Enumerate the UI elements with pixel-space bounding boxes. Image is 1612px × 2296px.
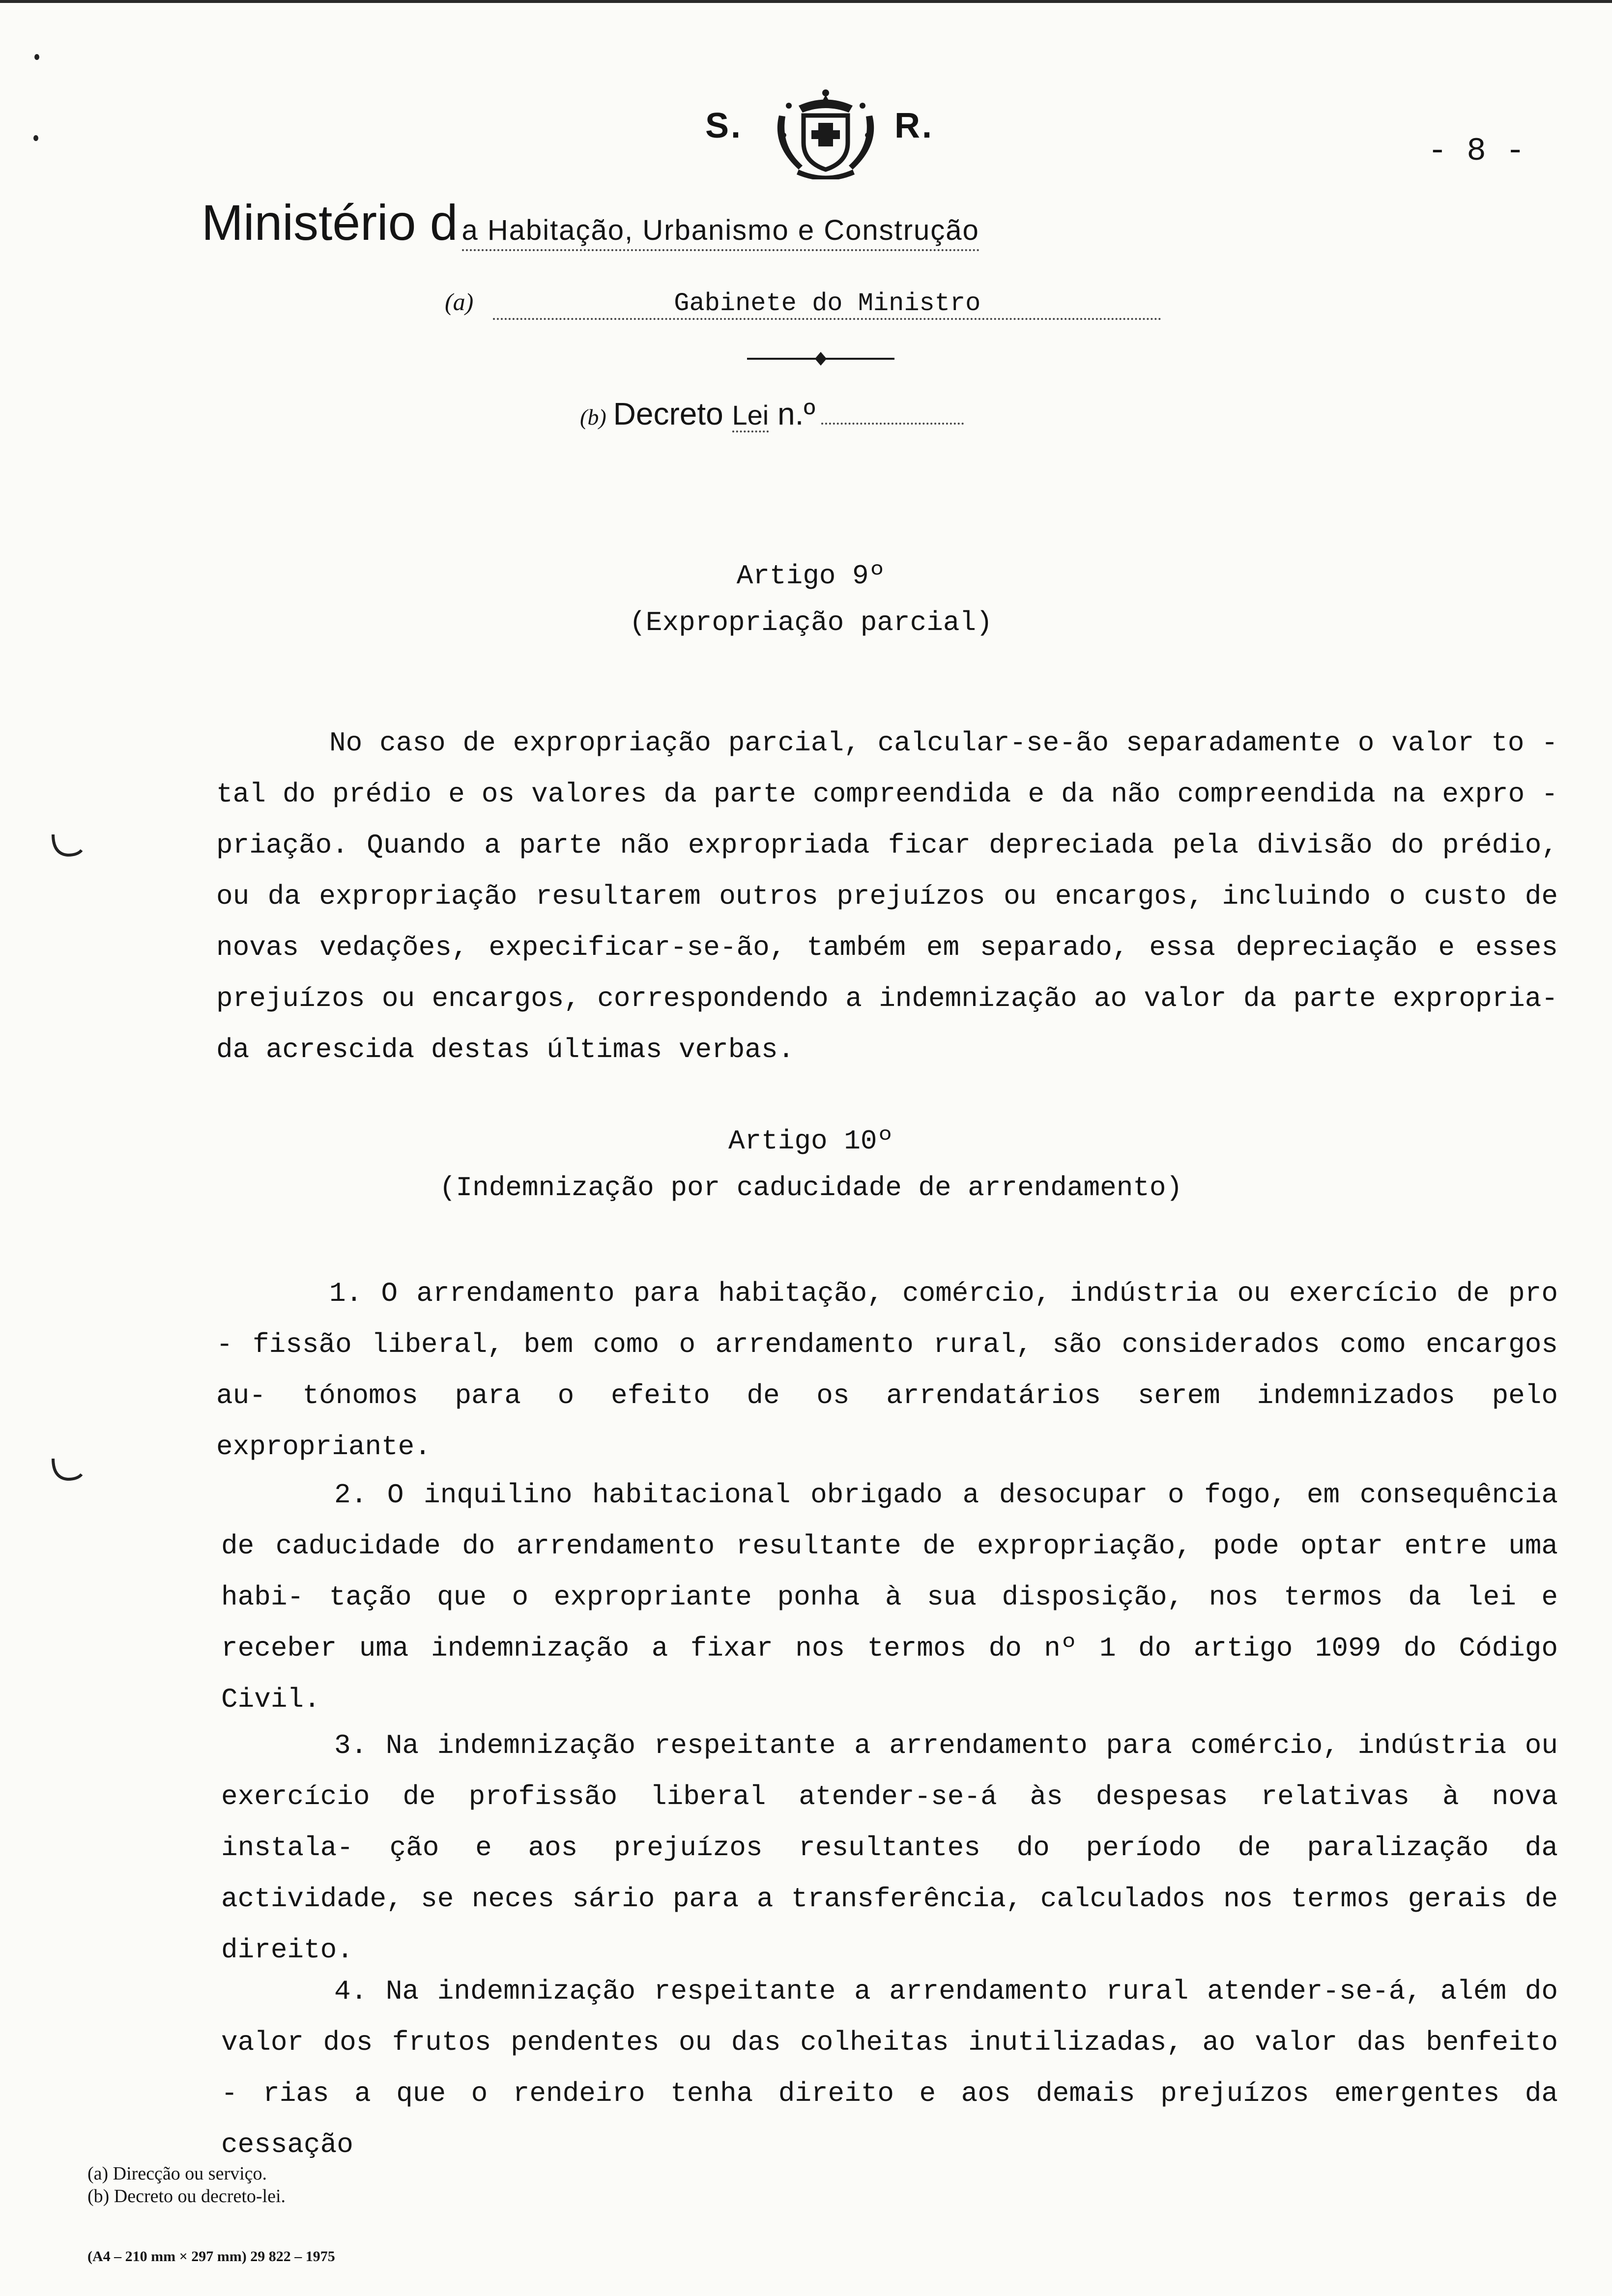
form-code: (A4 – 210 mm × 297 mm) 29 822 – 1975 — [87, 2248, 335, 2265]
coat-of-arms-icon — [769, 86, 882, 179]
department-line — [445, 287, 1211, 320]
scan-speck — [34, 54, 39, 60]
divider-ornament — [747, 344, 894, 373]
letterhead-seal — [683, 86, 988, 184]
paragraph-text: 3. Na indemnização respeitante a arrendamento para comércio, indústria ou exercício de profissão liberal atender-se-á às despesas relativas à nova instala- ção e aos prejuízos resultantes do período de paralização da actividade, se neces sário para a transferência, calculados nos termos gerais de direito. — [221, 1730, 1558, 1966]
article-10-paragraph-1 — [216, 1268, 1558, 1472]
article-10-title: Artigo 10º — [728, 1125, 894, 1157]
decree-kind: Lei — [732, 400, 769, 432]
paragraph-text: 1. O arrendamento para habitação, comércio, indústria ou exercício de pro - fissão liberal, bem como o arrendamento rural, são considerados como encargos au- tónomos para o efeito de os arrendatários serem indemnizados pelo expropriante. — [216, 1278, 1558, 1463]
label-a: (a) — [445, 288, 474, 316]
top-border — [0, 0, 1612, 3]
seal-right-letter: R. — [894, 106, 934, 145]
paragraph-text: 2. O inquilino habitacional obrigado a desocupar o fogo, em consequência de caducidade do arrendamento resultante de expropriação, pode optar entre uma habi- tação que o expropriante ponha à sua disposição, nos termos da lei e receber uma indemnização a fixar nos termos do nº 1 do artigo 1099 do Código Civil. — [221, 1479, 1558, 1715]
article-9-text: No caso de expropriação parcial, calcular-se-ão separadamente o valor to - tal do prédio e os valores da parte compreendida e da não compreendida na expro - priação. Quando a parte não expropriada ficar depreciada pela divisão do prédio, ou da expropriação resultarem outros prejuízos ou encargos, incluindo o custo de novas vedações, expecificar-se-ão, também em separado, essa depreciação e esses prejuízos ou encargos, correspondendo a indemnização ao valor da parte expropria- da acrescida destas últimas verbas. — [216, 727, 1558, 1065]
punch-hole-mark — [49, 1455, 84, 1484]
scan-speck — [33, 135, 38, 141]
decree-number-blank — [821, 403, 964, 425]
department-name: Gabinete do Ministro — [493, 289, 1161, 320]
punch-hole-mark — [49, 831, 84, 860]
ministry-heading — [202, 194, 1283, 252]
ministry-name: a Habitação, Urbanismo e Construção — [462, 214, 979, 251]
decree-line — [580, 396, 964, 432]
paragraph-text: 4. Na indemnização respeitante a arrendamento rural atender-se-á, além do valor dos frutos pendentes ou das colheitas inutilizadas, ao valor das benfeito - rias a que o rendeiro tenha direito e aos demais prejuízos emergentes da cessação — [221, 1976, 1558, 2160]
footnote-b: (b) Decreto ou decreto-lei. — [87, 2186, 286, 2207]
label-b: (b) — [580, 404, 606, 430]
article-9-title: Artigo 9º — [736, 560, 886, 592]
decree-type: Decreto — [613, 396, 723, 431]
article-10-paragraph-3 — [221, 1720, 1558, 1976]
ministry-prefix: Ministério d — [202, 195, 458, 251]
seal-left-letter: S. — [705, 106, 743, 145]
article-10-subtitle: (Indemnização por caducidade de arrendamento) — [439, 1172, 1183, 1204]
article-10-paragraph-4 — [221, 1966, 1558, 2170]
article-9-paragraph — [216, 718, 1558, 1075]
article-10-paragraph-2 — [221, 1469, 1558, 1725]
article-9-subtitle: (Expropriação parcial) — [629, 607, 993, 638]
decree-number-label: n.º — [777, 396, 815, 431]
footnote-a: (a) Direcção ou serviço. — [87, 2163, 267, 2184]
footnotes — [87, 2162, 286, 2208]
page-number: - 8 - — [1428, 133, 1526, 170]
